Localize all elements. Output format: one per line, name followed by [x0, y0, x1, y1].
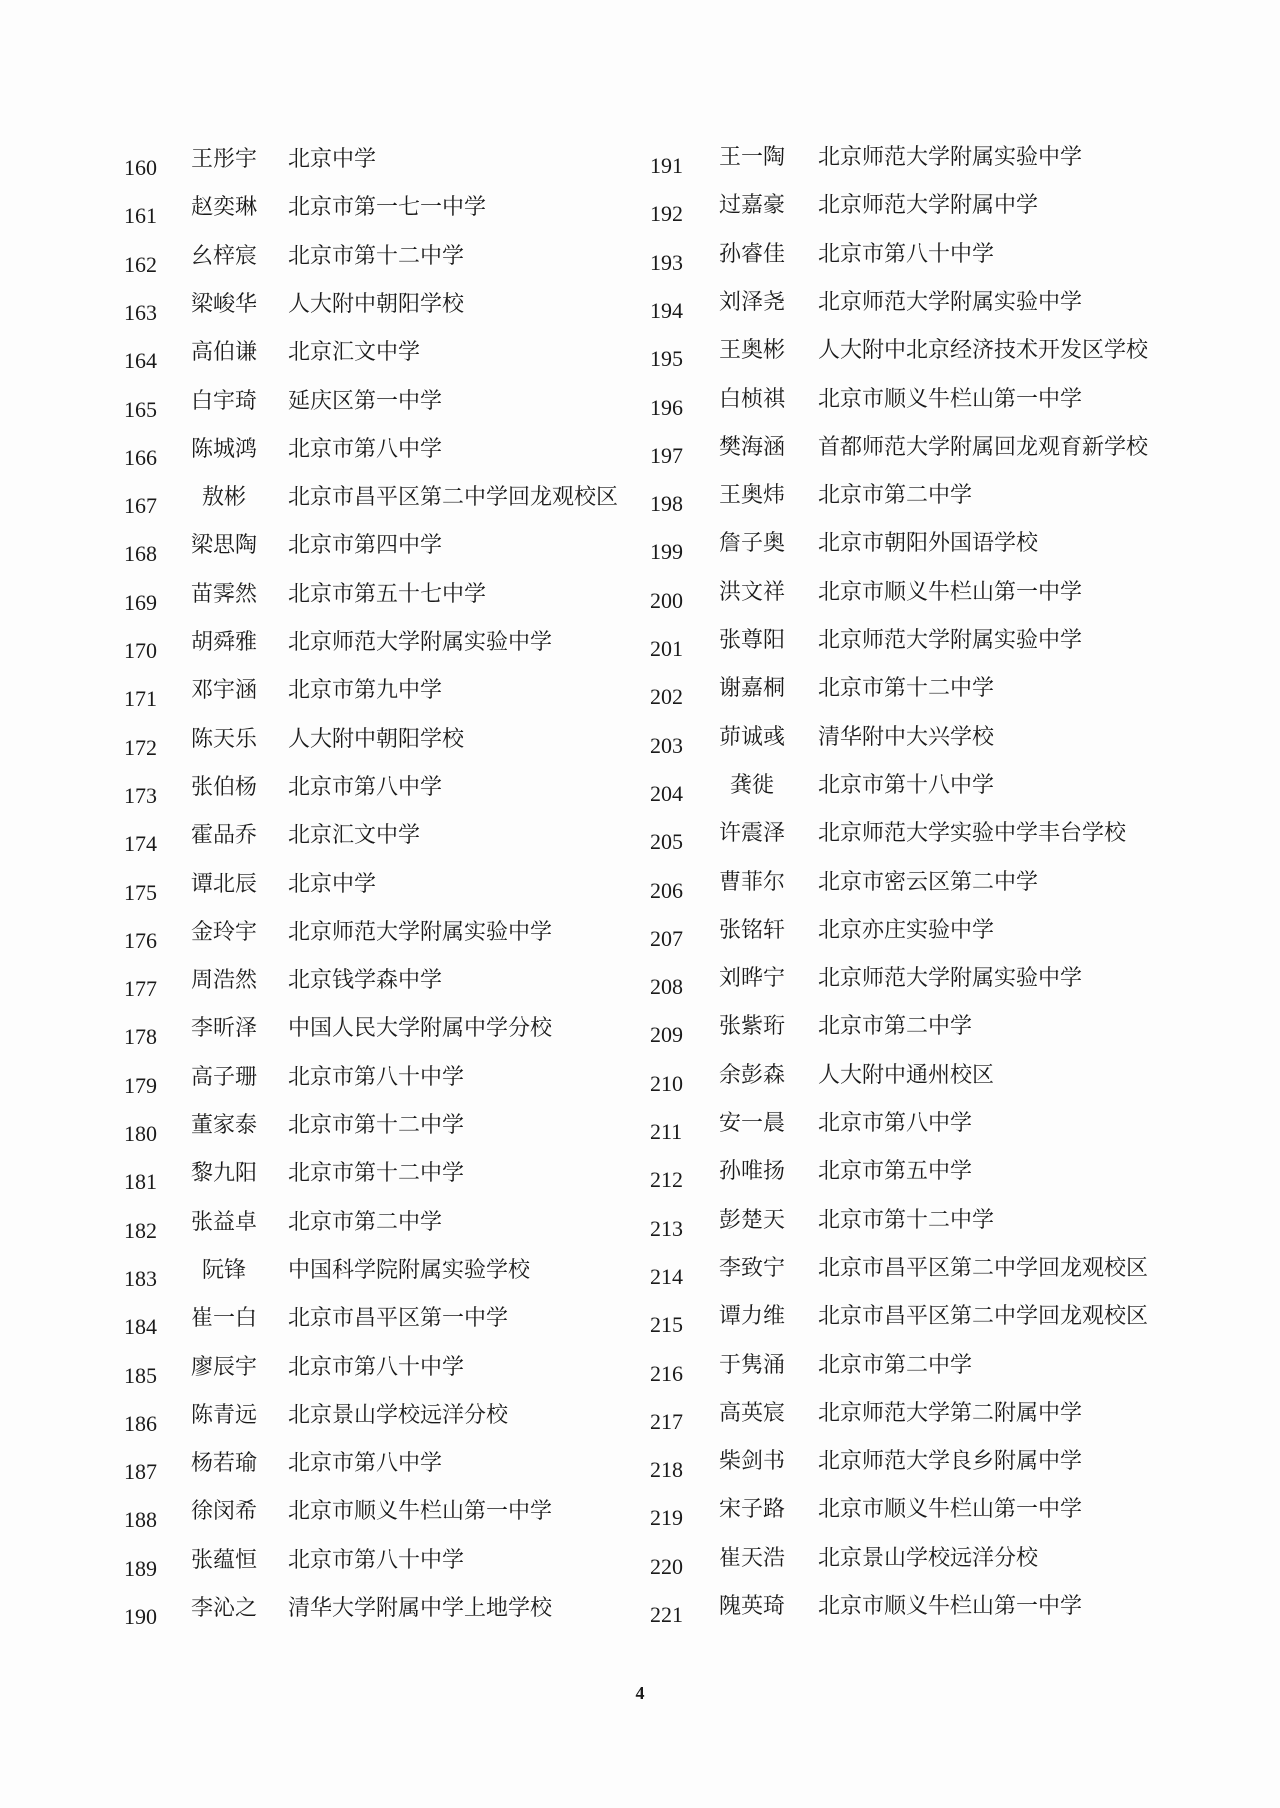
school-name: 北京师范大学附属实验中学: [818, 289, 1083, 315]
school-name: 人大附中北京经济技术开发区学校: [818, 338, 1149, 364]
school-name: 北京市第八十中学: [288, 1547, 465, 1573]
school-name: 北京市第九中学: [288, 678, 443, 704]
school-name: 北京师范大学第二附属中学: [818, 1400, 1083, 1426]
school-name: 北京师范大学附属实验中学: [818, 966, 1083, 992]
student-name: 余彭森: [718, 1062, 785, 1088]
list-item: [0, 621, 1280, 661]
student-name: 许震泽: [718, 821, 785, 847]
student-name: 过嘉豪: [718, 193, 785, 219]
school-name: 北京市顺义牛栏山第一中学: [288, 1499, 553, 1525]
student-name: 董家泰: [190, 1113, 257, 1138]
school-name: 北京市第五中学: [818, 1159, 973, 1185]
entry-number: 193: [650, 249, 683, 275]
student-name: 崔一白: [190, 1306, 257, 1332]
entry-number: 180: [124, 1121, 157, 1146]
entry-number: 169: [124, 589, 157, 615]
entry-number: 179: [124, 1072, 157, 1098]
list-item: [0, 718, 1280, 758]
student-name: 金玲宇: [190, 919, 257, 945]
list-item: [0, 1104, 1280, 1144]
entry-number: 205: [650, 829, 683, 855]
list-item: [0, 380, 1280, 420]
student-name: 李沁之: [190, 1596, 257, 1621]
list-item: [0, 331, 1280, 371]
school-name: 北京市昌平区第一中学: [288, 1306, 509, 1332]
school-name: 清华附中大兴学校: [818, 724, 995, 750]
school-name: 北京市第四中学: [288, 533, 443, 559]
list-item: [0, 863, 1280, 903]
student-name: 王奥彬: [718, 338, 785, 364]
entry-number: 213: [650, 1215, 683, 1241]
list-item: [0, 186, 1280, 226]
list-item: [0, 573, 1280, 613]
list-item: [0, 283, 1280, 323]
entry-number: 207: [650, 925, 683, 951]
student-name: 刘泽尧: [718, 289, 785, 315]
list-item: [0, 911, 1280, 951]
school-name: 北京市第十二中学: [288, 1161, 465, 1187]
list-item: [0, 1346, 1280, 1386]
list-item: [0, 1394, 1280, 1434]
student-name: 张伯杨: [190, 774, 257, 800]
student-name: 杨若瑜: [190, 1451, 257, 1477]
school-name: 北京师范大学附属实验中学: [288, 630, 553, 655]
student-name: 高子珊: [190, 1064, 257, 1090]
school-name: 北京市第八中学: [288, 1451, 443, 1477]
entry-number: 197: [650, 442, 683, 468]
list-item: [0, 524, 1280, 564]
student-name: 宋子路: [718, 1497, 785, 1523]
school-name: 中国科学院附属实验学校: [288, 1257, 531, 1283]
student-name: 孙睿佳: [718, 241, 785, 267]
school-name: 北京市顺义牛栏山第一中学: [818, 579, 1083, 605]
student-name: 曹菲尔: [718, 869, 785, 895]
entry-number: 166: [124, 444, 157, 470]
entry-number: 214: [650, 1263, 683, 1289]
school-name: 北京市第五十七中学: [288, 581, 487, 607]
student-name: 詹子奥: [718, 531, 785, 557]
school-name: 北京市第八十中学: [288, 1064, 465, 1090]
student-name: 敖彬: [201, 485, 246, 511]
student-name: 李昕泽: [190, 1016, 257, 1042]
student-name: 黎九阳: [190, 1161, 257, 1187]
student-name: 廖辰宇: [190, 1354, 257, 1380]
student-name: 王彤宇: [190, 147, 257, 172]
school-name: 北京市第十二中学: [818, 676, 995, 702]
list-item: [0, 1490, 1280, 1530]
entry-number: 183: [124, 1265, 157, 1291]
entry-number: 198: [650, 491, 683, 517]
list-item: [0, 1249, 1280, 1289]
entry-number: 161: [124, 203, 157, 229]
school-name: 北京市第八中学: [288, 436, 443, 462]
school-name: 北京市第八十中学: [288, 1354, 465, 1380]
list-item: [0, 1539, 1280, 1579]
entry-number: 164: [124, 348, 157, 374]
list-item: [0, 1056, 1280, 1096]
student-name: 陈城鸿: [190, 436, 257, 462]
entry-number: 196: [650, 394, 683, 420]
list-item: [0, 1007, 1280, 1047]
entry-number: 173: [124, 782, 157, 808]
entry-number: 202: [650, 684, 683, 710]
school-name: 北京市第八十中学: [818, 241, 995, 267]
student-name: 谭北辰: [190, 871, 257, 897]
entry-number: 175: [124, 879, 157, 905]
student-name: 柴剑书: [718, 1449, 785, 1475]
entry-number: 162: [124, 251, 157, 277]
entry-number: 174: [124, 831, 157, 857]
student-name: 张蕴恒: [190, 1547, 257, 1573]
entry-number: 219: [650, 1505, 683, 1531]
school-name: 北京市第二中学: [818, 1014, 973, 1040]
student-name: 赵奕琳: [190, 195, 257, 221]
entry-number: 163: [124, 299, 157, 325]
entry-number: 221: [650, 1602, 683, 1627]
school-name: 北京市顺义牛栏山第一中学: [818, 1497, 1083, 1523]
entry-number: 187: [124, 1459, 157, 1485]
school-name: 北京市第十二中学: [288, 243, 465, 269]
student-name: 苗霁然: [190, 581, 257, 607]
school-name: 北京市第八中学: [288, 774, 443, 800]
student-name: 安一晨: [718, 1111, 785, 1136]
school-name: 北京市朝阳外国语学校: [818, 531, 1039, 557]
entry-number: 218: [650, 1457, 683, 1483]
entry-number: 182: [124, 1217, 157, 1243]
entry-number: 177: [124, 976, 157, 1002]
list-item: [0, 1297, 1280, 1337]
student-name: 陈青远: [190, 1402, 257, 1428]
list-item: [0, 959, 1280, 999]
student-name: 张益卓: [190, 1209, 257, 1235]
list-item: [0, 669, 1280, 709]
entry-number: 189: [124, 1555, 157, 1581]
list-item: [0, 814, 1280, 854]
school-name: 人大附中朝阳学校: [288, 291, 465, 317]
student-name: 孙唯扬: [718, 1159, 785, 1185]
entry-number: 181: [124, 1169, 157, 1195]
list-item: [0, 138, 1280, 178]
school-name: 北京师范大学实验中学丰台学校: [818, 821, 1127, 847]
entry-number: 185: [124, 1362, 157, 1388]
entry-number: 220: [650, 1553, 683, 1579]
student-name: 王一陶: [718, 145, 785, 170]
student-name: 胡舜雅: [190, 630, 257, 655]
student-name: 李致宁: [718, 1255, 785, 1281]
school-name: 延庆区第一中学: [288, 388, 443, 414]
entry-number: 201: [650, 636, 683, 661]
entry-number: 172: [124, 734, 157, 760]
student-name: 隗英琦: [718, 1594, 785, 1619]
student-name: 邓宇涵: [190, 678, 257, 704]
student-name: 于隽涌: [718, 1352, 785, 1378]
student-name: 白桢祺: [718, 386, 785, 412]
student-name: 张铭轩: [718, 917, 785, 943]
entry-number: 210: [650, 1070, 683, 1096]
student-name: 崔天浩: [718, 1545, 785, 1571]
school-name: 北京师范大学良乡附属中学: [818, 1449, 1083, 1475]
school-name: 北京汇文中学: [288, 823, 421, 849]
student-name: 霍品乔: [190, 823, 257, 849]
list-item: [0, 235, 1280, 275]
school-name: 人大附中通州校区: [818, 1062, 995, 1088]
school-name: 北京市昌平区第二中学回龙观校区: [818, 1304, 1149, 1330]
school-name: 北京市第二中学: [818, 483, 973, 509]
student-name: 幺梓宸: [190, 243, 257, 269]
school-name: 北京师范大学附属实验中学: [288, 919, 553, 945]
student-name: 白宇琦: [190, 388, 257, 414]
entry-number: 194: [650, 297, 683, 323]
school-name: 北京钱学森中学: [288, 968, 443, 994]
school-name: 首都师范大学附属回龙观育新学校: [818, 434, 1149, 460]
page-number: 4: [635, 1683, 645, 1703]
entry-number: 191: [650, 153, 683, 178]
student-name: 高伯谦: [190, 340, 257, 366]
entry-number: 186: [124, 1410, 157, 1436]
entry-number: 160: [124, 155, 157, 180]
entry-number: 211: [650, 1119, 683, 1144]
entry-number: 200: [650, 587, 683, 613]
student-name: 徐闵希: [190, 1499, 257, 1525]
entry-number: 203: [650, 732, 683, 758]
entry-number: 167: [124, 493, 157, 519]
school-name: 北京师范大学附属中学: [818, 193, 1039, 219]
school-name: 人大附中朝阳学校: [288, 726, 465, 752]
student-name: 张尊阳: [718, 628, 785, 653]
school-name: 北京市第二中学: [818, 1352, 973, 1378]
list-item: [0, 1587, 1280, 1627]
entry-number: 217: [650, 1408, 683, 1434]
school-name: 北京汇文中学: [288, 340, 421, 366]
school-name: 北京景山学校远洋分校: [818, 1545, 1039, 1571]
student-name: 王奥炜: [718, 483, 785, 509]
entry-number: 215: [650, 1312, 683, 1338]
student-name: 梁峻华: [190, 291, 257, 317]
entry-number: 204: [650, 780, 683, 806]
student-name: 谢嘉桐: [718, 676, 785, 702]
school-name: 北京中学: [288, 871, 377, 897]
entry-number: 184: [124, 1314, 157, 1340]
school-name: 北京市昌平区第二中学回龙观校区: [288, 485, 619, 511]
list-item: [0, 428, 1280, 468]
school-name: 北京亦庄实验中学: [818, 917, 995, 943]
school-name: 北京市第二中学: [288, 1209, 443, 1235]
entry-number: 190: [124, 1604, 157, 1629]
student-name: 张紫珩: [718, 1014, 785, 1040]
entry-number: 188: [124, 1507, 157, 1533]
student-name: 洪文祥: [718, 579, 785, 605]
entry-number: 171: [124, 686, 157, 712]
student-name: 梁思陶: [190, 533, 257, 559]
list-item: [0, 766, 1280, 806]
school-name: 北京市密云区第二中学: [818, 869, 1039, 895]
entry-number: 168: [124, 541, 157, 567]
school-name: 北京市顺义牛栏山第一中学: [818, 1594, 1083, 1619]
entry-number: 165: [124, 396, 157, 422]
entry-number: 206: [650, 877, 683, 903]
list-item: [0, 476, 1280, 516]
school-name: 北京师范大学附属实验中学: [818, 145, 1083, 170]
school-name: 北京市第十八中学: [818, 772, 995, 798]
entry-number: 176: [124, 927, 157, 953]
school-name: 北京市昌平区第二中学回龙观校区: [818, 1255, 1149, 1281]
school-name: 北京师范大学附属实验中学: [818, 628, 1083, 653]
list-item: [0, 1201, 1280, 1241]
entry-number: 216: [650, 1360, 683, 1386]
school-name: 中国人民大学附属中学分校: [288, 1016, 553, 1042]
school-name: 清华大学附属中学上地学校: [288, 1596, 553, 1621]
student-name: 阮锋: [201, 1257, 246, 1283]
student-name: 茆诚彧: [718, 724, 785, 750]
entry-number: 212: [650, 1167, 683, 1193]
student-name: 龚徙: [729, 772, 774, 798]
school-name: 北京市第十二中学: [288, 1113, 465, 1138]
school-name: 北京市第八中学: [818, 1111, 973, 1136]
entry-number: 199: [650, 539, 683, 565]
entry-number: 178: [124, 1024, 157, 1050]
school-name: 北京市第一七一中学: [288, 195, 487, 221]
student-name: 高英宸: [718, 1400, 785, 1426]
student-name: 樊海涵: [718, 434, 785, 460]
school-name: 北京市第十二中学: [818, 1207, 995, 1233]
student-name: 周浩然: [190, 968, 257, 994]
school-name: 北京市顺义牛栏山第一中学: [818, 386, 1083, 412]
entry-number: 192: [650, 201, 683, 227]
student-name: 陈天乐: [190, 726, 257, 752]
school-name: 北京景山学校远洋分校: [288, 1402, 509, 1428]
school-name: 北京中学: [288, 147, 377, 172]
student-name: 谭力维: [718, 1304, 785, 1330]
student-name: 彭楚天: [718, 1207, 785, 1233]
student-name: 刘晔宁: [718, 966, 785, 992]
entry-number: 209: [650, 1022, 683, 1048]
list-item: [0, 1442, 1280, 1482]
entry-number: 208: [650, 974, 683, 1000]
entry-number: 170: [124, 638, 157, 663]
list-item: [0, 1152, 1280, 1192]
entry-number: 195: [650, 346, 683, 372]
